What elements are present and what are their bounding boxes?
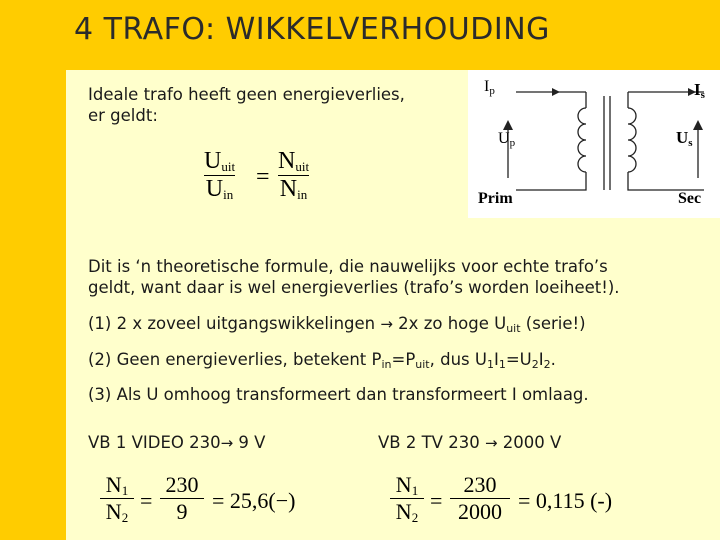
label-sec: Sec	[678, 190, 702, 207]
label-prim: Prim	[478, 190, 513, 207]
example-2-heading: VB 2 TV 230 → 2000 V	[378, 433, 562, 452]
intro-line-1: Ideale trafo heeft geen energieverlies,	[88, 85, 405, 104]
slide-title: 4 TRAFO: WIKKELVERHOUDING	[74, 12, 550, 47]
transformer-diagram	[468, 70, 720, 218]
eq2-windings-fraction: $N_1$ $N_2$	[390, 472, 424, 525]
eq1-windings-fraction: $N_1$ $N_2$	[100, 472, 134, 525]
voltage-fraction	[204, 148, 235, 203]
rule-item-1: (1) 2 x zoveel uitgangswikkelingen → 2x zo hoge $U_{uit}$ (serie!)	[88, 314, 586, 335]
example-1-heading: VB 1 VIDEO 230→ 9 V	[88, 433, 266, 452]
paragraph-line-2: geldt, want daar is wel energieverlies (trafo’s worden loeiheet!).	[88, 278, 620, 297]
arrow-icon: →	[220, 434, 234, 452]
eq1-value-fraction: 230 9	[160, 472, 204, 525]
arrow-icon: →	[484, 434, 498, 452]
label-up: $U_p$	[498, 130, 516, 149]
label-is: $I_s$	[694, 80, 705, 101]
rule-item-3: (3) Als U omhoog transformeert dan transformeert I omlaag.	[88, 385, 589, 404]
windings-denominator: $N_{in}$	[279, 176, 308, 202]
eq2-result: = 0,115 (-)	[518, 488, 613, 513]
rule-item-2: (2) Geen energieverlies, betekent $P_{in}=P_{uit}$, dus $U_1I_1=U_2I_2$.	[88, 350, 556, 371]
eq2-equals: =	[430, 488, 443, 513]
eq1-equals: =	[140, 488, 153, 513]
paragraph-line-1: Dit is ‘n theoretische formule, die nauwelijks voor echte trafo’s	[88, 257, 608, 276]
equals-sign: =	[256, 164, 270, 190]
intro-line-2: er geldt:	[88, 106, 158, 125]
eq1-result: = 25,6(−)	[212, 488, 296, 513]
eq2-value-fraction: 230 2000	[450, 472, 510, 525]
explanation-paragraph	[88, 256, 620, 298]
windings-numerator: $N_{uit}$	[278, 148, 310, 174]
label-ip: $I_p$	[484, 78, 495, 97]
voltage-denominator: $U_{in}$	[205, 176, 234, 202]
intro-text	[88, 84, 405, 126]
arrow-icon: →	[380, 315, 393, 333]
label-us: $U_s$	[676, 128, 693, 149]
windings-fraction	[278, 148, 309, 203]
voltage-numerator: $U_{uit}$	[204, 148, 236, 174]
